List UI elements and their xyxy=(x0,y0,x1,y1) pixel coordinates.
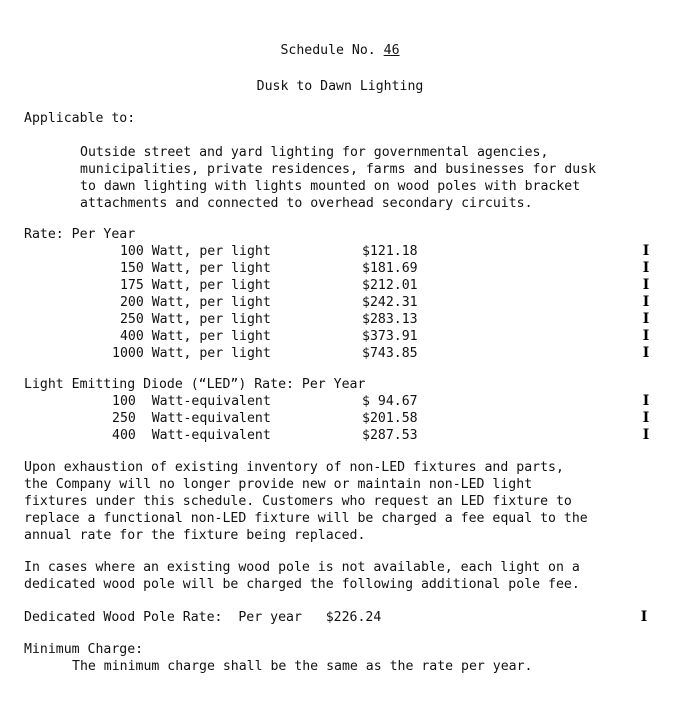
minimum-charge-label: Minimum Charge: xyxy=(24,642,144,657)
minimum-charge-text: The minimum charge shall be the same as the rate per year. xyxy=(72,659,533,674)
rate-row-price: $242.31 xyxy=(362,295,418,310)
applicable-to-label: Applicable to: xyxy=(24,111,136,126)
revision-mark: I xyxy=(642,427,650,443)
page-subtitle: Dusk to Dawn Lighting xyxy=(256,79,424,94)
rate-row-price: $181.69 xyxy=(362,261,418,276)
led-row-price: $201.58 xyxy=(362,411,418,426)
revision-mark: I xyxy=(642,294,650,310)
rate-row-label: 200 Watt, per light xyxy=(112,295,271,310)
applicability-line: to dawn lighting with lights mounted on wood poles with bracket xyxy=(80,179,581,194)
revision-mark: I xyxy=(642,393,650,409)
led-section-heading: Light Emitting Diode (“LED”) Rate: Per Year xyxy=(24,377,366,392)
rate-row-price: $283.13 xyxy=(362,312,418,327)
revision-mark: I xyxy=(642,328,650,344)
revision-mark: I xyxy=(642,243,650,259)
rate-row-label: 250 Watt, per light xyxy=(112,312,271,327)
applicability-line: municipalities, private residences, farms and businesses for dusk xyxy=(80,162,597,177)
rate-row-label: 1000 Watt, per light xyxy=(112,346,271,361)
revision-mark: I xyxy=(642,410,650,426)
rate-row-label: 175 Watt, per light xyxy=(112,278,271,293)
inventory-paragraph-line: the Company will no longer provide new or maintain non-LED light xyxy=(24,477,533,492)
rate-row-label: 150 Watt, per light xyxy=(112,261,271,276)
applicability-line: attachments and connected to overhead secondary circuits. xyxy=(80,196,533,211)
inventory-paragraph-line: annual rate for the fixture being replaced. xyxy=(24,528,366,543)
led-row-price: $287.53 xyxy=(362,428,418,443)
schedule-heading-text: Schedule No. xyxy=(280,43,384,58)
schedule-number: 46 xyxy=(383,43,400,58)
rate-section-heading: Rate: Per Year xyxy=(24,227,136,242)
dedicated-pole-rate-line: Dedicated Wood Pole Rate: Per year $226.24 xyxy=(24,610,382,625)
led-row-label: 250 Watt-equivalent xyxy=(112,411,271,426)
inventory-paragraph-line: Upon exhaustion of existing inventory of non-LED fixtures and parts, xyxy=(24,460,564,475)
inventory-paragraph-line: fixtures under this schedule. Customers who request an LED fixture to xyxy=(24,494,572,509)
led-row-price: $ 94.67 xyxy=(362,394,418,409)
led-row-label: 100 Watt-equivalent xyxy=(112,394,271,409)
inventory-paragraph-line: replace a functional non-LED fixture will be charged a fee equal to the xyxy=(24,511,588,526)
rate-row-label: 100 Watt, per light xyxy=(112,244,271,259)
revision-mark: I xyxy=(642,260,650,276)
revision-mark: I xyxy=(642,311,650,327)
revision-mark: I xyxy=(642,345,650,361)
rate-row-price: $121.18 xyxy=(362,244,418,259)
applicability-line: Outside street and yard lighting for governmental agencies, xyxy=(80,145,549,160)
revision-mark: I xyxy=(642,277,650,293)
led-row-label: 400 Watt-equivalent xyxy=(112,428,271,443)
rate-row-price: $373.91 xyxy=(362,329,418,344)
page-title xyxy=(0,42,680,59)
pole-paragraph-line: In cases where an existing wood pole is not available, each light on a xyxy=(24,560,580,575)
pole-paragraph-line: dedicated wood pole will be charged the following additional pole fee. xyxy=(24,577,580,592)
rate-row-label: 400 Watt, per light xyxy=(112,329,271,344)
rate-row-price: $743.85 xyxy=(362,346,418,361)
revision-mark: I xyxy=(640,609,648,625)
rate-row-price: $212.01 xyxy=(362,278,418,293)
